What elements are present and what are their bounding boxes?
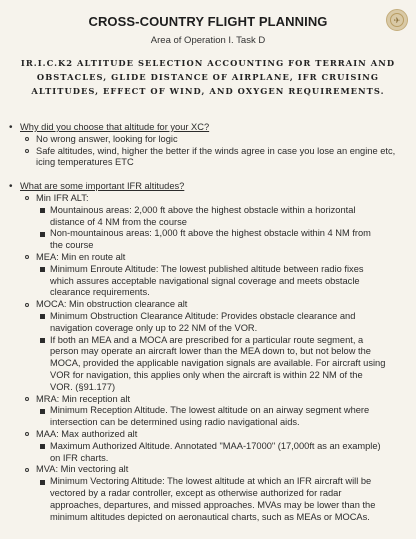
answer-text: No wrong answer, looking for logic — [36, 133, 178, 144]
answer-text: Safe altitudes, wind, higher the better if the winds agree in case you lose an engine etc, icing temperatures ETC — [36, 145, 396, 168]
question-item — [0, 181, 416, 523]
altitude-detail-list — [36, 441, 386, 465]
altitude-label: MOCA: Min obstruction clearance alt — [36, 299, 188, 310]
altitude-item — [20, 252, 400, 299]
question-item — [0, 122, 416, 169]
logo-inner-ring: ✈ — [390, 13, 404, 27]
altitude-detail — [36, 441, 386, 465]
altitude-detail — [36, 476, 386, 523]
detail-text: If both an MEA and a MOCA are prescribed for a particular route segment, a person may operate an aircraft lower than the MEA down to, but not below the MOCA, provided the applicable navigation signals are available. For aircraft using VOR for navigation, this applies only when the aircraft is within 22 NM of the VOR. (§91.177) — [50, 334, 386, 392]
spacer — [0, 169, 416, 181]
altitude-detail — [36, 335, 386, 394]
detail-text: Mountainous areas: 2,000 ft above the highest obstacle within a horizontal distance of 4 NM from the course — [50, 204, 356, 227]
altitude-list — [20, 193, 400, 523]
answer-item — [20, 134, 400, 146]
altitude-item — [20, 299, 400, 393]
altitude-item — [20, 464, 400, 523]
altitude-label: Min IFR ALT: — [36, 192, 89, 203]
altitude-label: MVA: Min vectoring alt — [36, 464, 129, 475]
altitude-detail — [36, 264, 386, 299]
altitude-detail-list — [36, 311, 386, 394]
question-content — [0, 122, 416, 523]
question-heading: What are some important IFR altitudes? — [20, 181, 185, 192]
detail-text: Maximum Authorized Altitude. Annotated "MAA-17000" (17,000ft as an example) on IFR charts. — [50, 440, 381, 463]
altitude-detail-list — [36, 405, 386, 429]
altitude-detail — [36, 311, 386, 335]
detail-text: Minimum Vectoring Altitude: The lowest altitude at which an IFR aircraft will be vectored by a radar controller, except as otherwise authorized for radar approaches, departures, and missed approaches. MVAs may be lower than the minimum altitudes depicted on aeronautical charts, such as MEAs or MOCAs. — [50, 476, 376, 522]
altitude-label: MAA: Max authorized alt — [36, 428, 138, 439]
altitude-detail — [36, 405, 386, 429]
altitude-item — [20, 394, 400, 429]
detail-text: Non-mountainous areas: 1,000 ft above the highest obstacle within 4 NM from the course — [50, 228, 371, 251]
answer-item — [20, 146, 400, 170]
detail-text: Minimum Enroute Altitude: The lowest published altitude between radio fixes which assures acceptable navigational signal coverage and meets obstacle clearance requirements. — [50, 263, 364, 298]
page-title: CROSS-COUNTRY FLIGHT PLANNING — [88, 14, 328, 29]
altitude-detail-list — [36, 205, 386, 252]
altitude-item — [20, 193, 400, 252]
altitude-label: MEA: Min en route alt — [36, 251, 126, 262]
detail-text: Minimum Obstruction Clearance Altitude: Provides obstacle clearance and navigation coverage only up to 22 NM of the VOR. — [50, 310, 356, 333]
task-description: IR.I.C.K2 ALTITUDE SELECTION ACCOUNTING FOR TERRAIN AND OBSTACLES, GLIDE DISTANCE OF AIRPLANE, IFR CRUISING ALTITUDES, EFFECT OF WIND, AND OXYGEN REQUIREMENTS. — [20, 58, 396, 96]
altitude-label: MRA: Min reception alt — [36, 393, 131, 404]
question-list — [0, 122, 416, 523]
altitude-detail — [36, 205, 386, 229]
page-subtitle: Area of Operation I. Task D — [150, 35, 266, 46]
detail-text: Minimum Reception Altitude. The lowest altitude on an airway segment where intersection can be determined using radio navigational aids. — [50, 405, 370, 428]
question-heading: Why did you choose that altitude for your XC? — [20, 122, 210, 132]
altitude-detail-list — [36, 476, 386, 523]
altitude-item — [20, 429, 400, 464]
altitude-detail-list — [36, 264, 386, 299]
answer-list — [20, 134, 400, 169]
altitude-detail — [36, 228, 386, 252]
